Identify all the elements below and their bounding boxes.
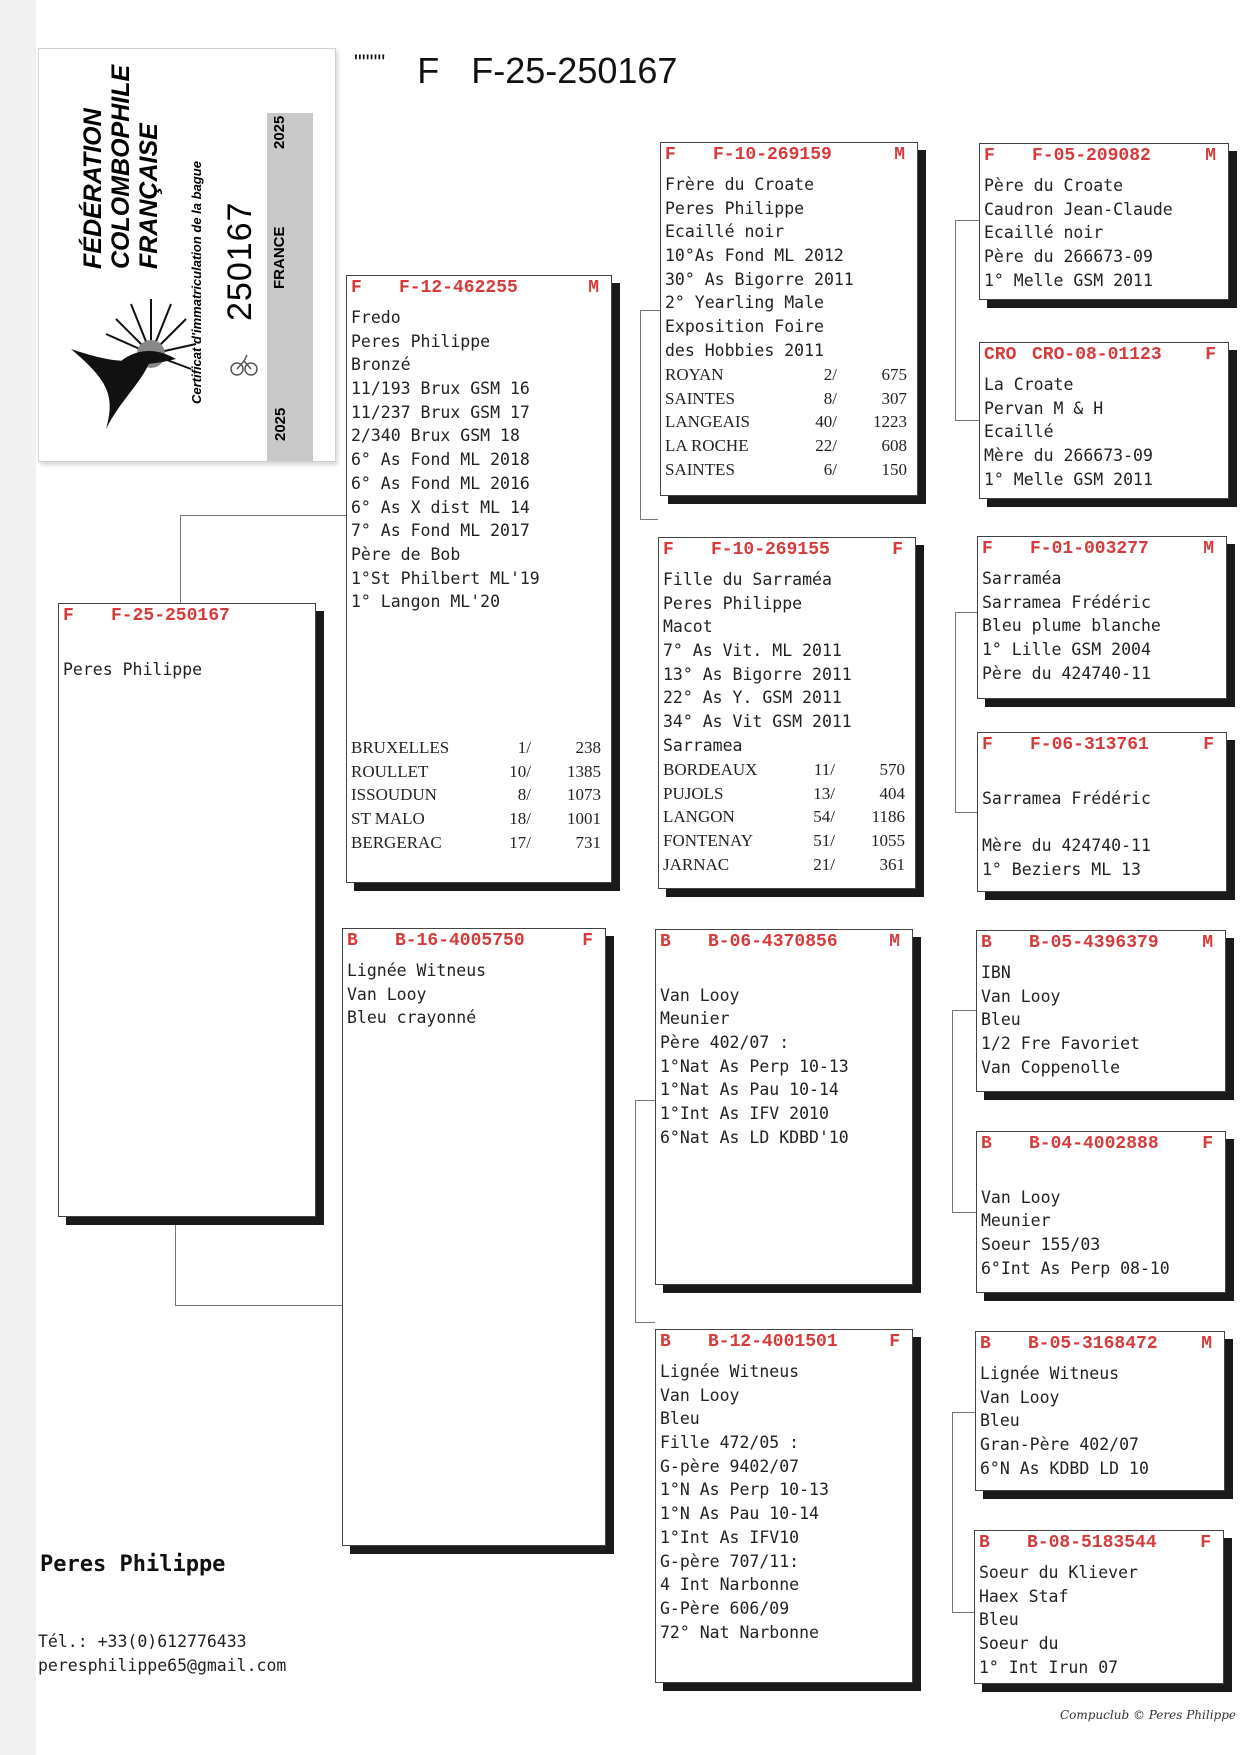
connector [955, 612, 956, 812]
card-header: B B-16-4005750 F [347, 931, 593, 951]
connector [640, 310, 660, 311]
ring-number: F-05-209082 [1032, 146, 1151, 166]
pigeon-card-dsd[interactable] [976, 1131, 1226, 1293]
ring-number: B-16-4005750 [395, 931, 525, 951]
connector [952, 1010, 953, 1212]
certificate-label: Certificat d'immatriculation de la bague [189, 161, 204, 404]
result-row: LANGEAIS 40/ 1223 [665, 412, 907, 432]
card-lines: IBN Van Looy Bleu 1/2 Fre Favoriet Van Coppenolle [981, 963, 1140, 1077]
race-results [665, 363, 907, 481]
pigeon-card-sire[interactable] [346, 275, 612, 883]
result-row: ISSOUDUN 8/ 1073 [351, 785, 601, 805]
card-header: F F-06-313761 F [982, 735, 1214, 755]
connector [952, 1412, 953, 1612]
owner-email[interactable]: peresphilippe65@gmail.com [38, 1656, 287, 1675]
pigeon-card-subject[interactable] [58, 603, 316, 1217]
connector [635, 1322, 655, 1323]
pigeon-card-sss[interactable] [979, 143, 1229, 300]
card-lines: Frère du Croate Peres Philippe Ecaillé noir 10°As Fond ML 2012 30° As Bigorre 2011 2° Yearling Male Exposition Foire des Hobbies 2011 [665, 175, 854, 360]
card-header: B B-12-4001501 F [660, 1332, 900, 1352]
race-results [351, 736, 601, 854]
pigeon-card-sdd[interactable] [977, 732, 1227, 892]
ring-number: B-04-4002888 [1029, 1134, 1159, 1154]
connector [952, 1010, 976, 1011]
pigeon-card-ddd[interactable] [974, 1530, 1224, 1684]
card-header: F F-05-209082 M [984, 146, 1216, 166]
card-lines: Peres Philippe [63, 659, 203, 679]
pigeon-card-dam-dam[interactable] [655, 1329, 913, 1683]
ring-number: F-10-269155 [711, 540, 830, 560]
ring-number: B-05-3168472 [1028, 1334, 1158, 1354]
pigeon-card-sire-sire[interactable] [660, 142, 918, 496]
result-row: ROULLET 10/ 1385 [351, 761, 601, 781]
connector [635, 1100, 655, 1101]
result-row: ROYAN 2/ 675 [665, 365, 907, 384]
card-header: F F-25-250167 [63, 606, 230, 626]
ring-number: B-06-4370856 [708, 932, 838, 952]
result-row: LANGON 54/ 1186 [663, 807, 905, 827]
result-row: SAINTES 8/ 307 [665, 388, 907, 408]
card-header: B B-05-3168472 M [980, 1334, 1212, 1354]
race-results [663, 758, 905, 876]
card-lines: Sarraméa Sarramea Frédéric Bleu plume blanche 1° Lille GSM 2004 Père du 424740-11 [982, 569, 1161, 683]
result-row: JARNAC 21/ 361 [663, 854, 905, 874]
card-lines: Fredo Peres Philippe Bronzé 11/193 Brux GSM 16 11/237 Brux GSM 17 2/340 Brux GSM 18 6° As Fond ML 2018 6° As Fond ML 2016 6° As X dist ML 14 7° As Fond ML 2017 Père de Bob 1°St Philbert ML'19 1° Langon ML'20 [351, 308, 540, 612]
page-title [354, 50, 699, 92]
card-lines: Soeur du Kliever Haex Staf Bleu Soeur du 1° Int Irun 07 [979, 1563, 1138, 1677]
card-header: B B-04-4002888 F [981, 1134, 1213, 1154]
pigeon-card-dds[interactable] [975, 1331, 1225, 1491]
ring-number: F-12-462255 [399, 278, 518, 298]
connector [175, 1305, 342, 1306]
ring-certificate [38, 48, 336, 462]
certificate-number: 250167 [221, 201, 259, 321]
card-header: F F-12-462255 M [351, 278, 599, 298]
result-row: BERGERAC 17/ 731 [351, 832, 601, 852]
connector [175, 1222, 176, 1306]
card-lines: La Croate Pervan M & H Ecaillé Mère du 266673-09 1° Melle GSM 2011 [984, 375, 1153, 489]
card-lines: Fille du Sarraméa Peres Philippe Macot 7° As Vit. ML 2011 13° As Bigorre 2011 22° As Y. GSM 2011 34° As Vit GSM 2011 Sarramea [663, 570, 852, 755]
owner-name: Peres Philippe [40, 1552, 226, 1577]
header-ring: F-25-250167 [471, 50, 678, 91]
ring-number: B-05-4396379 [1029, 933, 1159, 953]
certificate-year-top: 2025 [271, 115, 288, 149]
certificate-year-bottom: 2025 [272, 407, 289, 441]
connector [955, 220, 956, 420]
ring-number: F-10-269159 [713, 145, 832, 165]
cyclist-icon [229, 349, 259, 379]
ring-number: CRO-08-01123 [1032, 345, 1162, 365]
result-row: BRUXELLES 1/ 238 [351, 738, 601, 757]
card-lines: Lignée Witneus Van Looy Bleu Fille 472/05 : G-père 9402/07 1°N As Perp 10-13 1°N As Pau 10-14 1°Int As IFV10 G-père 707/11: 4 Int Narbonne G-Père 606/09 72° Nat Narbonne [660, 1362, 829, 1642]
pigeon-card-ssd[interactable] [979, 342, 1229, 499]
pigeon-card-sds[interactable] [977, 536, 1227, 699]
card-lines: Lignée Witneus Van Looy Bleu crayonné [347, 961, 487, 1028]
federation-name: FÉDÉRATION COLOMBOPHILE FRANÇAISE [79, 64, 163, 269]
page-edge [0, 0, 36, 1755]
result-row: ST MALO 18/ 1001 [351, 809, 601, 829]
connector [955, 812, 979, 813]
dove-logo-icon [61, 289, 201, 439]
pigeon-card-dam-sire[interactable] [655, 929, 913, 1285]
card-header: F F-01-003277 M [982, 539, 1214, 559]
card-header: B B-05-4396379 M [981, 933, 1213, 953]
connector [640, 310, 641, 520]
connector [952, 1412, 976, 1413]
owner-phone: Tél.: +33(0)612776433 [38, 1632, 247, 1651]
header-prefix: """" [354, 50, 386, 75]
pigeon-card-sire-dam[interactable] [658, 537, 916, 889]
ring-number: F-25-250167 [111, 606, 230, 626]
card-header: F F-10-269155 F [663, 540, 903, 560]
pigeon-card-dam[interactable] [342, 928, 606, 1546]
result-row: PUJOLS 13/ 404 [663, 783, 905, 803]
software-credit: Compuclub © Peres Philippe [1059, 1708, 1236, 1722]
result-row: LA ROCHE 22/ 608 [665, 436, 907, 456]
connector [955, 420, 979, 421]
card-lines: Lignée Witneus Van Looy Bleu Gran-Père 402/07 6°N As KDBD LD 10 [980, 1364, 1149, 1478]
connector [955, 612, 979, 613]
card-header: B B-08-5183544 F [979, 1533, 1211, 1553]
certificate-country: FRANCE [271, 226, 288, 289]
connector [180, 515, 346, 516]
card-header: F F-10-269159 M [665, 145, 905, 165]
connector [955, 220, 979, 221]
ring-number: B-12-4001501 [708, 1332, 838, 1352]
connector [640, 519, 658, 520]
card-header: CRO CRO-08-01123 F [984, 345, 1216, 365]
pigeon-card-dss[interactable] [976, 930, 1226, 1092]
result-row: BORDEAUX 11/ 570 [663, 760, 905, 779]
ring-number: F-01-003277 [1030, 539, 1149, 559]
connector [180, 515, 181, 603]
result-row: FONTENAY 51/ 1055 [663, 831, 905, 851]
ring-number: B-08-5183544 [1027, 1533, 1157, 1553]
result-row: SAINTES 6/ 150 [665, 459, 907, 479]
ring-number: F-06-313761 [1030, 735, 1149, 755]
card-header: B B-06-4370856 M [660, 932, 900, 952]
card-lines: Van Looy Meunier Soeur 155/03 6°Int As Perp 08-10 [981, 1187, 1170, 1278]
connector [952, 1212, 976, 1213]
connector [952, 1612, 976, 1613]
header-country: F [417, 50, 440, 91]
connector [635, 1100, 636, 1322]
card-lines: Van Looy Meunier Père 402/07 : 1°Nat As Perp 10-13 1°Nat As Pau 10-14 1°Int As IFV 2010 6°Nat As LD KDBD'10 [660, 985, 849, 1147]
card-lines: Père du Croate Caudron Jean-Claude Ecaillé noir Père du 266673-09 1° Melle GSM 2011 [984, 176, 1173, 290]
card-lines: Sarramea Frédéric Mère du 424740-11 1° Beziers ML 13 [982, 788, 1151, 879]
